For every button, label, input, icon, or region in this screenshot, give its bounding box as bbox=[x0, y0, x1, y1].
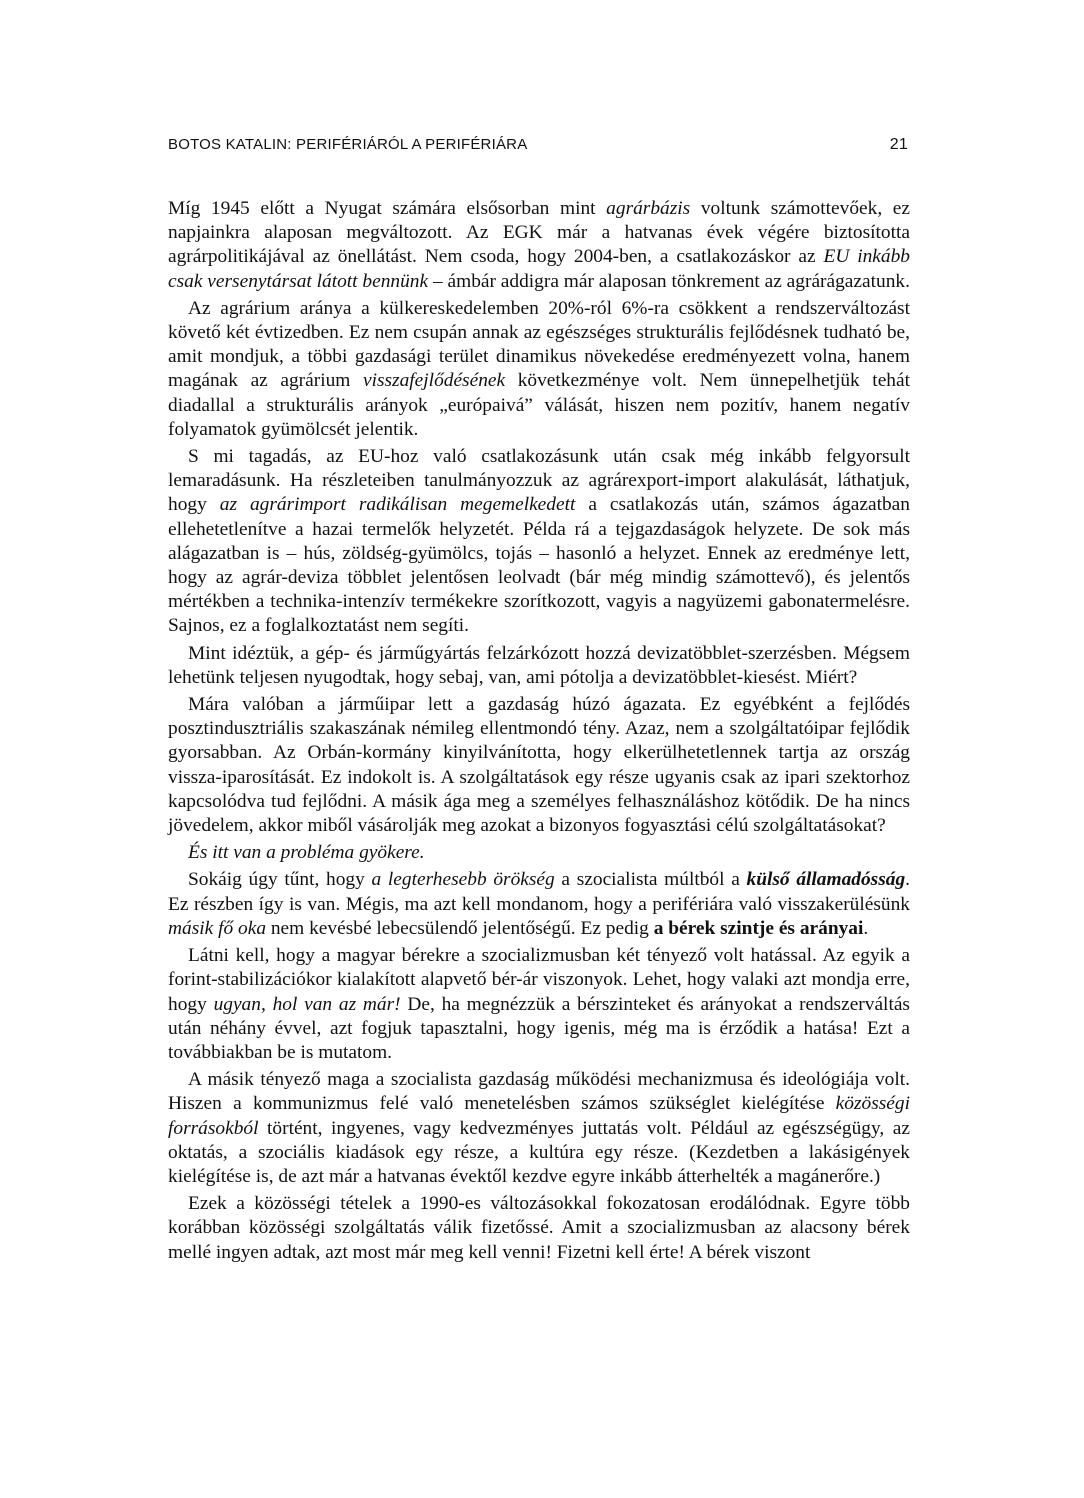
body-text bbox=[168, 197, 910, 1265]
paragraph bbox=[168, 1068, 910, 1189]
paragraph bbox=[168, 868, 910, 941]
text-run: következménye volt. Nem ünnepelhetjük tehát diadallal a strukturális arányok „európaivá” válását, hiszen nem pozitív, hanem negatív folyamatok gyümölcsét jelentik. bbox=[168, 370, 910, 440]
text-run: Sokáig úgy tűnt, hogy bbox=[188, 869, 372, 891]
paragraph bbox=[168, 693, 910, 838]
paragraph bbox=[168, 841, 910, 865]
running-title: BOTOS KATALIN: PERIFÉRIÁRÓL A PERIFÉRIÁRA bbox=[168, 136, 528, 153]
paragraph bbox=[168, 445, 910, 639]
text-run: . Ez részben így is van. Mégis, ma azt kell mondanom, hogy a perifériára való visszakerülésünk bbox=[168, 869, 910, 915]
text-run: Mint idéztük, a gép- és járműgyártás felzárkózott hozzá devizatöbblet-szerzésben. Mégsem lehetünk teljesen nyugodtak, hogy sebaj, van, ami pótolja a devizatöbblet-kiesést. Miért? bbox=[168, 642, 910, 688]
page-number: 21 bbox=[889, 136, 908, 153]
emphasized-text: visszafejlődésének bbox=[362, 370, 506, 392]
text-run: A másik tényező maga a szocialista gazdaság működési mechanizmusa és ideológiája volt. Hiszen a kommunizmus felé való menetelésben számos szükséglet kielégítése bbox=[168, 1069, 910, 1115]
text-run: a csatlakozás után, számos ágazatban ellehetetlenítve a hazai termelők helyzetét. Példa rá a tejgazdaságok helyzete. De sok más alágazatban is – hús, zöldség-gyümölcs, tojás – hasonló a helyzet. Ennek az eredménye lett, hogy az agrár-deviza többlet jelentősen leolvadt (bár még mindig számottevő), és jelentős mértékben a technika-intenzív termékekre szorítkozott, vagyis a nagyüzemi gabonatermelésre. Sajnos, ez a foglalkoztatást nem segíti. bbox=[168, 494, 910, 637]
paragraph bbox=[168, 642, 910, 690]
text-run: De, ha megnézzük a bérszinteket és arányokat a rendszerváltás után néhány évvel, azt fogjuk tapasztalni, hogy igenis, még ma is érződik a hatása! Ezt a továbbiakban be is mutatom. bbox=[168, 993, 910, 1063]
text-run: a szocialista múltból a bbox=[554, 869, 747, 891]
paragraph bbox=[168, 297, 910, 442]
emphasized-text: a bérek szintje és arányai bbox=[653, 917, 864, 939]
emphasized-text: az agrárimport radikálisan megemelkedett bbox=[219, 494, 576, 516]
text-run: Mára valóban a járműipar lett a gazdaság húzó ágazata. Ez egyébként a fejlődés posztindusztriális szakaszának némileg ellentmondó tény. Azaz, nem a szolgáltatóipar fejlődik gyorsabban. Az Orbán-kormány kinyilvánította, hogy elkerülhetetlennek tartja az ország vissza-iparosítását. Ez indokolt is. A szolgáltatások egy része ugyanis csak az ipari szektorhoz kapcsolódva tud fejlődni. A másik ága meg a személyes felhasználáshoz kötődik. De ha nincs jövedelem, akkor miből vásárolják meg azokat a bizonyos fogyasztási célú szolgáltatásokat? bbox=[168, 694, 910, 837]
emphasized-text: ugyan, hol van az már! bbox=[213, 993, 401, 1015]
text-run: Látni kell, hogy a magyar bérekre a szocializmusban két tényező volt hatással. Az egyik a forint-stabilizációkor kialakított alapvető bér-ár viszonyok. Lehet, hogy valaki azt mondja erre, hogy bbox=[168, 945, 910, 1015]
text-run: Míg 1945 előtt a Nyugat számára elsősorban mint bbox=[168, 198, 607, 219]
text-run: – ámbár addigra már alaposan tönkrement az agrárágazatunk. bbox=[428, 270, 910, 292]
emphasized-text: külső államadósság bbox=[746, 869, 906, 891]
emphasized-text: másik fő oka bbox=[168, 917, 267, 939]
text-run: S mi tagadás, az EU-hoz való csatlakozásunk után csak még inkább felgyorsult lemaradásunk. Ha részleteiben tanulmányozzuk az agrárexport-import alakulását, láthatjuk, hogy bbox=[168, 446, 910, 516]
emphasized-text: És itt van a probléma gyökere. bbox=[188, 842, 425, 864]
paragraph bbox=[168, 1192, 910, 1265]
text-run: Az agrárium aránya a külkereskedelemben 20%-ról 6%-ra csökkent a rendszerváltozást követő két évtizedben. Ez nem csupán annak az egészséges strukturális fejlődésnek tudható be, amit mondjuk, a többi gazdasági terület dinamikus növekedése eredményezett volna, hanem magának az agrárium bbox=[168, 297, 910, 392]
text-run: voltunk számottevőek, ez napjainkra alaposan megváltozott. Az EGK már a hatvanas évek végére biztosította agrárpolitikájával az önellátást. Nem csoda, hogy 2004-ben, a csatlakozáskor az bbox=[168, 198, 910, 268]
emphasized-text: közösségi forrásokból bbox=[168, 1093, 910, 1139]
text-run: . bbox=[863, 917, 869, 939]
emphasized-text: agrárbázis bbox=[606, 198, 691, 219]
text-run: történt, ingyenes, vagy kedvezményes juttatás volt. Például az egészségügy, az oktatás, a szociális kiadások egy része, a kultúra egy része. (Kezdetben a lakásigények kielégítése is, de azt már a hatvanas évektől kezdve egyre inkább átterhelték a magánerőre.) bbox=[168, 1117, 910, 1187]
text-run: nem kevésbé lebecsülendő jelentőségű. Ez pedig bbox=[266, 917, 654, 939]
emphasized-text: a legterhesebb örökség bbox=[371, 869, 555, 891]
text-run: Ezek a közösségi tételek a 1990-es változásokkal fokozatosan erodálódnak. Egyre több korábban közösségi szolgáltatás válik fizetőssé. Amit a szocializmusban az alacsony bérek mellé ingyen adtak, azt most már meg kell venni! Fizetni kell érte! A bérek viszont bbox=[168, 1193, 910, 1263]
emphasized-text: EU inkább csak versenytársat látott bennünk bbox=[168, 246, 910, 292]
paragraph bbox=[168, 197, 910, 294]
paragraph bbox=[168, 944, 910, 1065]
